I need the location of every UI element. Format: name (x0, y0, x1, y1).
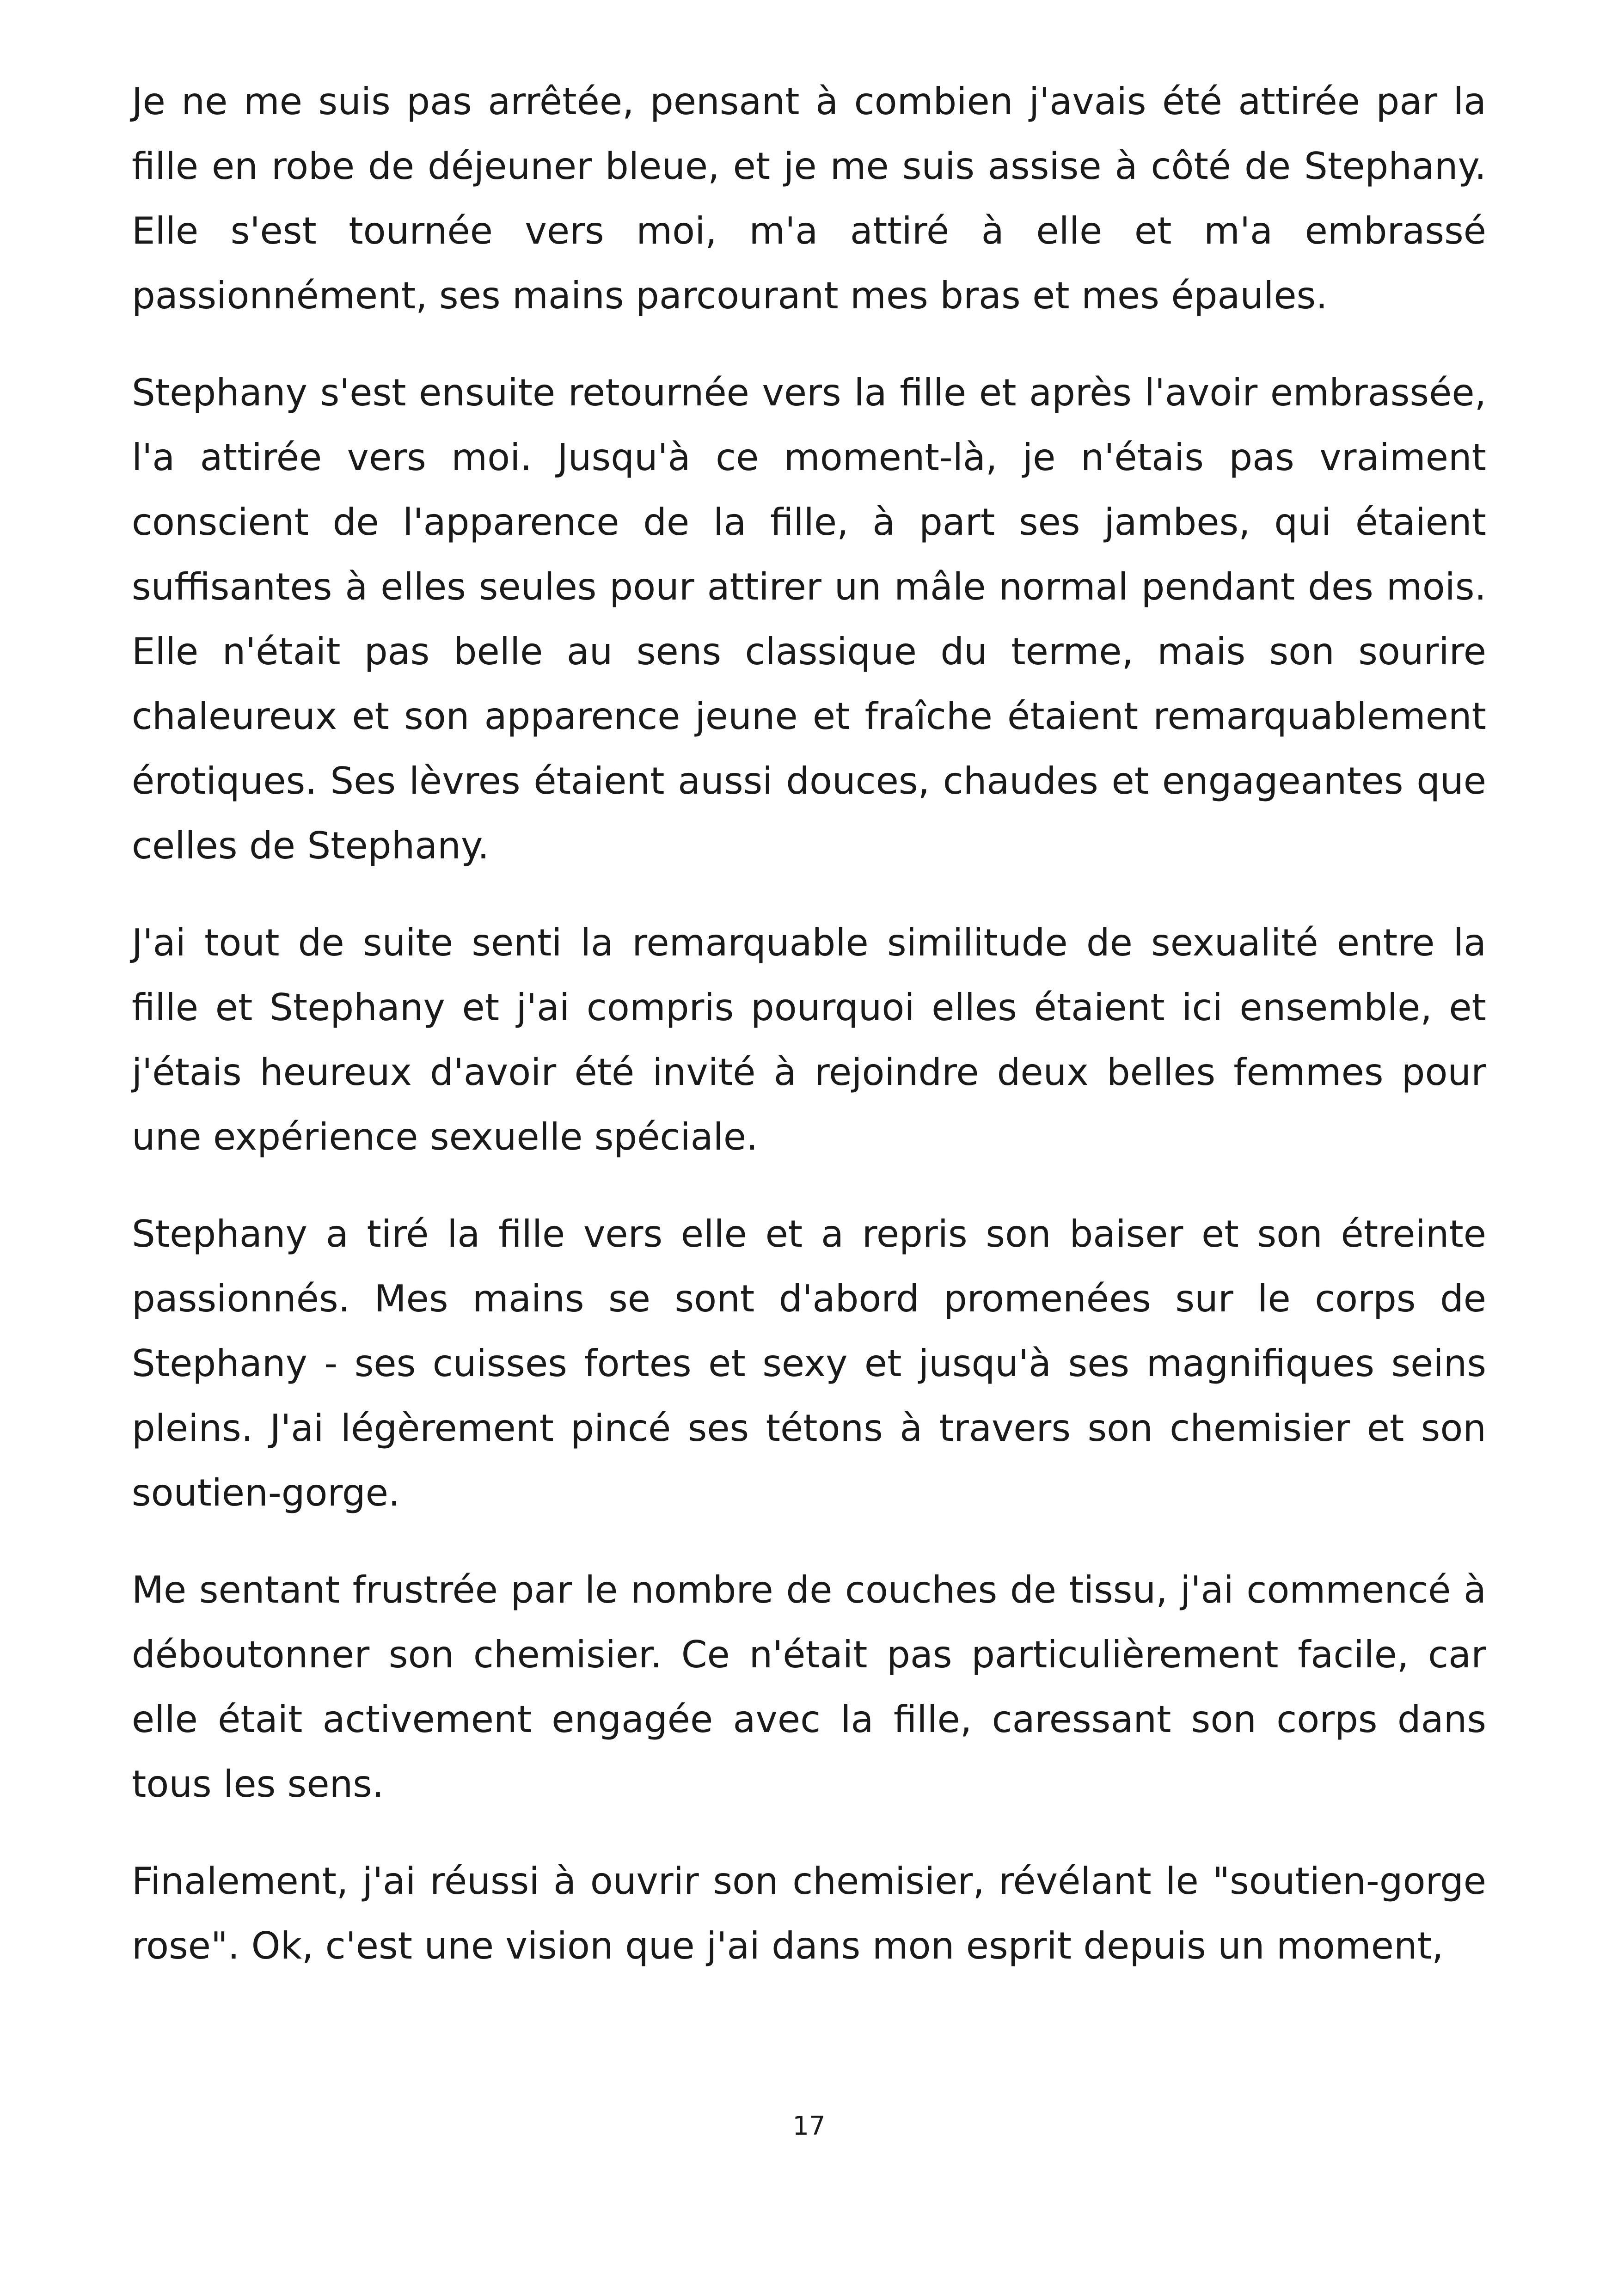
paragraph: Finalement, j'ai réussi à ouvrir son chemisier, révélant le "soutien-gorge rose". Ok, c'est une vision que j'ai dans mon esprit depuis un moment, (132, 1860, 1486, 1967)
body-text (132, 69, 1486, 2011)
paragraph: Stephany a tiré la fille vers elle et a repris son baiser et son étreinte passionnés. Mes mains se sont d'abord promenées sur le corps de Stephany - ses cuisses fortes et sexy et jusqu'à ses magnifiques seins pleins. J'ai légèrement pincé ses tétons à travers son chemisier et son soutien-gorge. (132, 1212, 1486, 1514)
paragraph: Je ne me suis pas arrêtée, pensant à combien j'avais été attirée par la fille en robe de déjeuner bleue, et je me suis assise à côté de Stephany. Elle s'est tournée vers moi, m'a attiré à elle et m'a embrassé passionnément, ses mains parcourant mes bras et mes épaules. (132, 80, 1486, 317)
paragraph: Me sentant frustrée par le nombre de couches de tissu, j'ai commencé à déboutonner son chemisier. Ce n'était pas particulièrement facile, car elle était activement engagée avec la fille, caressant son corps dans tous les sens. (132, 1568, 1486, 1806)
paragraph: J'ai tout de suite senti la remarquable similitude de sexualité entre la fille et Stephany et j'ai compris pourquoi elles étaient ici ensemble, et j'étais heureux d'avoir été invité à rejoindre deux belles femmes pour une expérience sexuelle spéciale. (132, 921, 1486, 1158)
paragraph: Stephany s'est ensuite retournée vers la fille et après l'avoir embrassée, l'a attirée vers moi. Jusqu'à ce moment-là, je n'étais pas vraiment conscient de l'apparence de la fille, à part ses jambes, qui étaient suffisantes à elles seules pour attirer un mâle normal pendant des mois. Elle n'était pas belle au sens classique du terme, mais son sourire chaleureux et son apparence jeune et fraîche étaient remarquablement érotiques. Ses lèvres étaient aussi douces, chaudes et engageantes que celles de Stephany. (132, 371, 1486, 867)
page-number: 17 (792, 2111, 826, 2141)
